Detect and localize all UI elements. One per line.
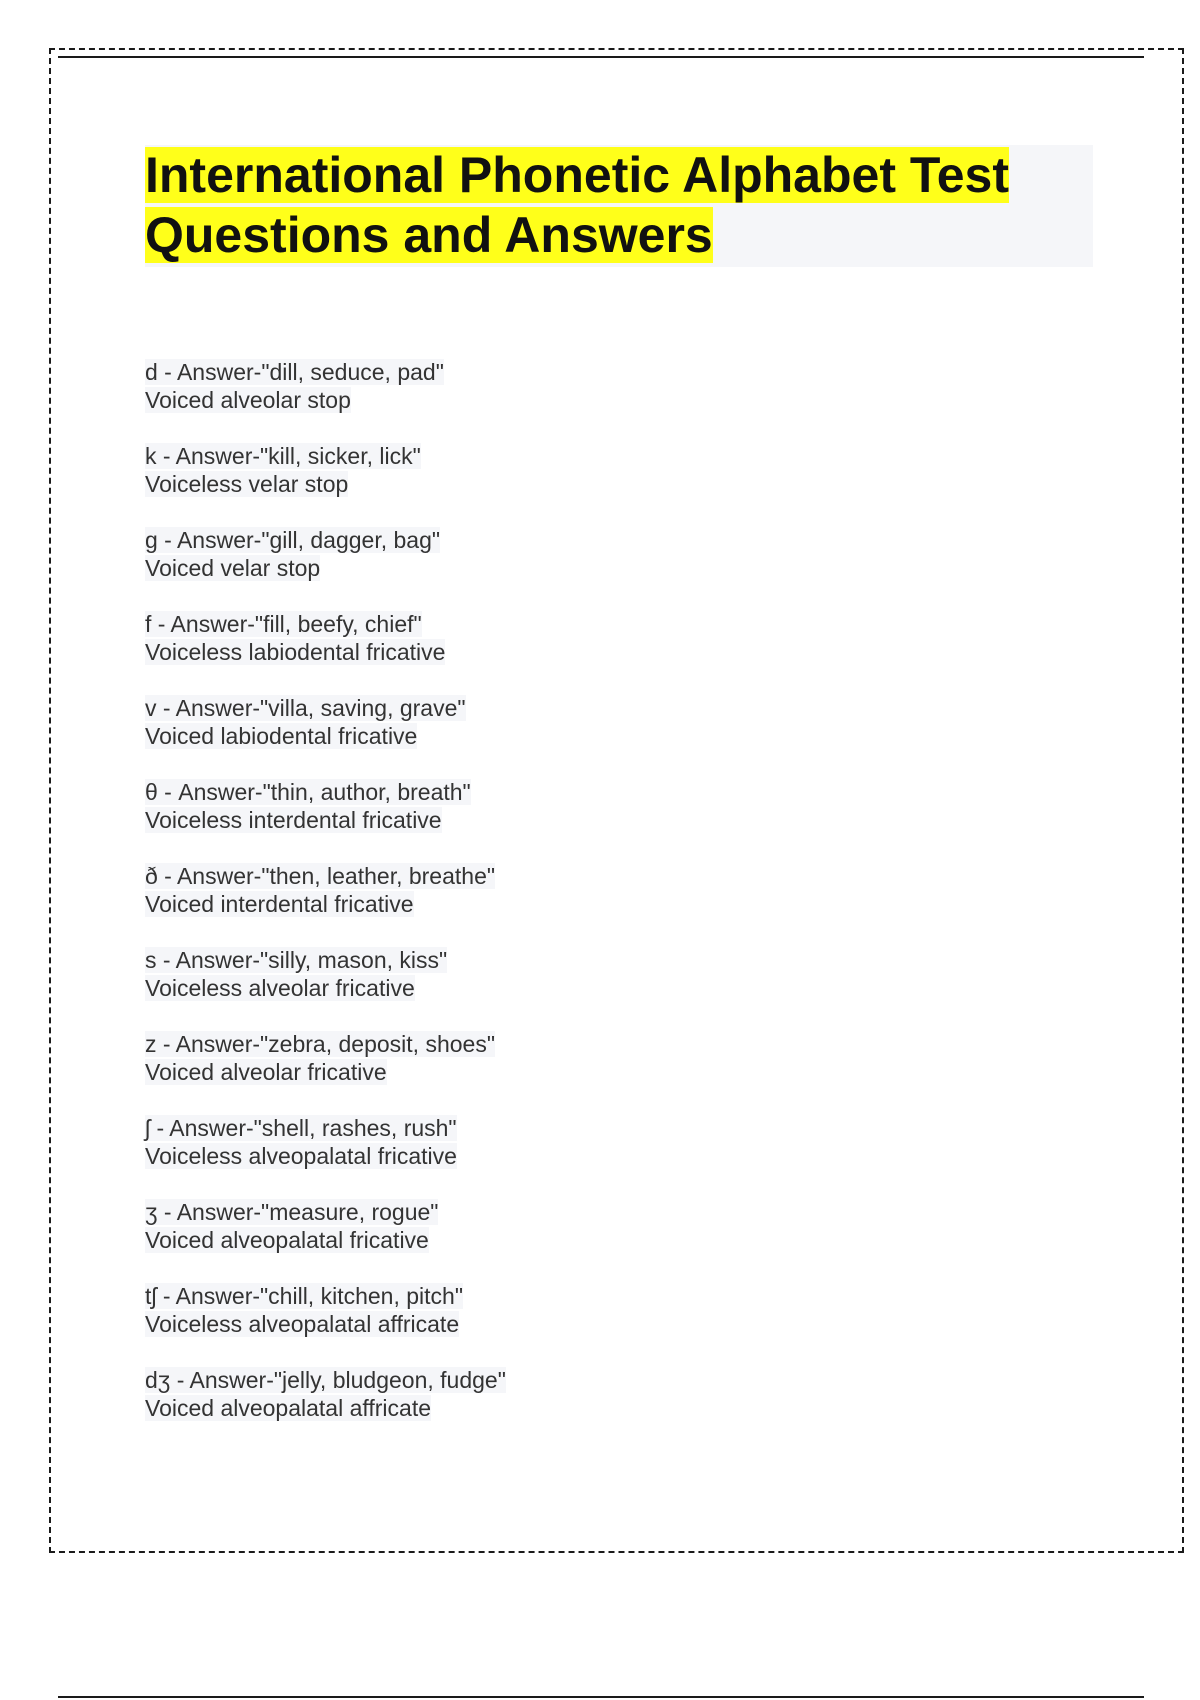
top-rule [58, 56, 1144, 58]
qa-answer: Voiceless alveolar fricative [145, 975, 415, 1001]
qa-item [145, 778, 845, 862]
qa-item [145, 1366, 845, 1450]
qa-answer: Voiced alveolar stop [145, 387, 351, 413]
qa-answer: Voiceless alveopalatal fricative [145, 1143, 457, 1169]
qa-answer: Voiceless interdental fricative [145, 807, 442, 833]
qa-item [145, 694, 845, 778]
qa-answer: Voiceless alveopalatal affricate [145, 1311, 460, 1337]
qa-item [145, 946, 845, 1030]
qa-answer: Voiced alveopalatal fricative [145, 1227, 429, 1253]
qa-item [145, 358, 845, 442]
qa-item [145, 1198, 845, 1282]
bottom-rule [58, 1696, 1144, 1698]
qa-question: s - Answer-"silly, mason, kiss" [145, 947, 448, 973]
qa-item [145, 862, 845, 946]
qa-question: ʃ - Answer-"shell, rashes, rush" [145, 1115, 457, 1141]
qa-question: g - Answer-"gill, dagger, bag" [145, 527, 441, 553]
qa-question: θ - Answer-"thin, author, breath" [145, 779, 471, 805]
qa-answer: Voiced alveopalatal affricate [145, 1395, 431, 1421]
qa-answer: Voiced labiodental fricative [145, 723, 418, 749]
qa-item [145, 610, 845, 694]
title-block [145, 145, 1093, 267]
qa-list [145, 358, 845, 1450]
qa-question: k - Answer-"kill, sicker, lick" [145, 443, 421, 469]
qa-question: d - Answer-"dill, seduce, pad" [145, 359, 444, 385]
qa-answer: Voiceless velar stop [145, 471, 349, 497]
qa-answer: Voiced velar stop [145, 555, 321, 581]
qa-item [145, 1282, 845, 1366]
title-line-2: Questions and Answers [145, 207, 713, 263]
qa-question: z - Answer-"zebra, deposit, shoes" [145, 1031, 495, 1057]
qa-item [145, 526, 845, 610]
qa-question: tʃ - Answer-"chill, kitchen, pitch" [145, 1283, 463, 1309]
qa-item [145, 1114, 845, 1198]
qa-item [145, 1030, 845, 1114]
title-line-1: International Phonetic Alphabet Test [145, 147, 1009, 203]
qa-answer: Voiced alveolar fricative [145, 1059, 387, 1085]
qa-item [145, 442, 845, 526]
qa-answer: Voiceless labiodental fricative [145, 639, 446, 665]
qa-question: dʒ - Answer-"jelly, bludgeon, fudge" [145, 1367, 506, 1393]
qa-question: v - Answer-"villa, saving, grave" [145, 695, 466, 721]
qa-answer: Voiced interdental fricative [145, 891, 414, 917]
qa-question: ʒ - Answer-"measure, rogue" [145, 1199, 439, 1225]
qa-question: ð - Answer-"then, leather, breathe" [145, 863, 496, 889]
page-title [145, 145, 1093, 265]
qa-question: f - Answer-"fill, beefy, chief" [145, 611, 422, 637]
